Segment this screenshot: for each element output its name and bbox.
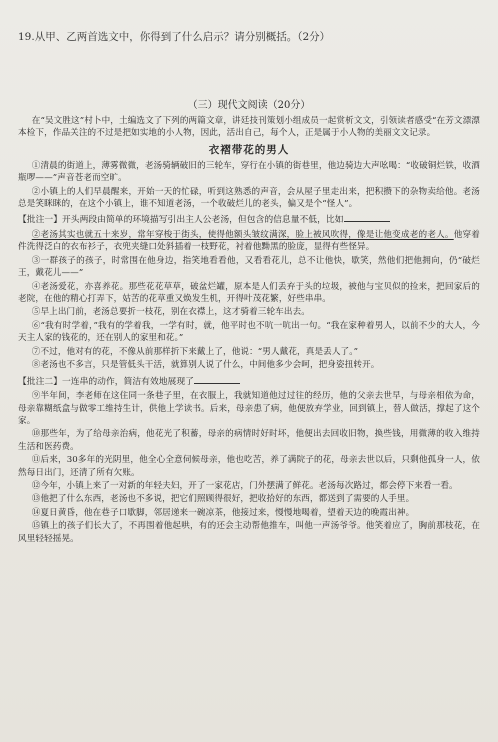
answer-blank-2[interactable] xyxy=(194,374,240,384)
paragraph-5: ④老汤爱花，亦喜养花。那些花花草草，破盆烂罐，原本是人们丢弃于头的垃圾，被他与宝贝似的捡来，把回家后的老院，在他的精心打弄下，姑苦的花草重又焕发生机，开得叶茂花繁，好些串串。 xyxy=(18,281,480,305)
paragraph-15: ⑭夏日黄昏，他在巷子口歇脚，邻居递来一碗凉茶，他接过来，慢慢地喝着，望着天边的晚霞出神。 xyxy=(31,507,415,518)
paragraph-3-rest: 他穿着件洗得泛白的衣布衫子，衣兜夹缝口处斜插着一枝野花，衬着他黝黑的脸庞，显得有些怪异。 xyxy=(18,230,480,253)
annotation-2-text: 【批注二】一连串的动作，简洁有效地展现了 xyxy=(18,376,194,387)
annotation-1-text: 【批注一】开头两段由简单的环境描写引出主人公老汤，但包含的信息量不低，比如 xyxy=(18,215,344,226)
paragraph-6: ⑤早上出门前，老汤总要折一枝花，别在衣襟上，这才骑着三轮车出去。 xyxy=(31,307,310,318)
paragraph-16: ⑮镇上的孩子们长大了，不再围着他起哄，有的还会主动帮他推车，叫他一声汤爷爷。他笑着应了，胸前那枝花，在风里轻轻摇晃。 xyxy=(18,521,480,544)
paragraph-13: ⑫今年，小镇上来了一对新的年轻夫妇，开了一家花店，门外摆满了鲜花。老汤每次路过，都会停下来看一看。 xyxy=(31,480,458,491)
paragraph-4: ③一群孩子的孩子，时常围在他身边，指笑地看看他，又看看花儿，总不让他快，歇笑，然他们把他拥向，仍“破烂王，戴花儿——” xyxy=(18,255,480,279)
paragraph-underlined xyxy=(18,229,480,254)
paragraph-8: ⑦不过，他对有的花，不像从前那样折下来戴上了，他说：“男人戴花，真是丢人了。” xyxy=(31,346,359,357)
paragraph-2: ②小镇上的人们早晨醒来，开始一天的忙碌，听到这熟悉的声音，会从屋子里走出来，把积攒下的杂物卖给他。老汤总是笑眯眯的，在这个小镇上，谁不知道老汤，一个收破烂儿的老头，偏又是个“怪人”。 xyxy=(18,186,480,210)
answer-space xyxy=(18,44,480,96)
question-19: 19.从甲、乙两首选文中，你得到了什么启示？请分别概括。（2分） xyxy=(18,31,331,43)
paragraph-12: ⑪后来，30多年的光阴里，他全心全意伺候母亲，他也吃苦，养了满院子的花，母亲去世以后，只剩他孤身一人，依然每日出门，还清了所有欠账。 xyxy=(18,455,480,478)
paragraph-7: ⑥“我有时学着，”我有的学着我，一学有时，就，他平时也不吭一吭出一句。“我在家种着男人，以前不少的大人，今天主人家的钱花的，还在别人的家里和花。” xyxy=(18,320,480,344)
paragraph-10: ⑨半年间，李老师在这住同一条巷子里，在衣服上，我就知道他过过往的经历，他的父亲去世早，与母亲相依为命，母亲靠糊纸盒与做零工维持生计，供他上学读书。后来，母亲患了病，他便放弃学业，回到镇上，替人做活，撑起了这个家。 xyxy=(18,391,480,426)
paragraph-14: ⑬他把了什么东西，老汤也不多说，把它们照顾得很好，把收拾好的东西，都送到了需要的人手里。 xyxy=(31,494,415,505)
paragraph-1: ①清晨的街道上，薄雾微微，老汤骑辆破旧的三轮车，穿行在小镇的街巷里，他边骑边大声吆喝：“收破铜烂铁，收酒瓶啰——”声音苍老而空旷。 xyxy=(18,160,480,184)
section-title: （三）现代文阅读（20分） xyxy=(187,100,311,111)
annotation-1 xyxy=(18,212,480,227)
answer-blank-1[interactable] xyxy=(344,212,390,222)
intro-paragraph: 在“吴文胜这”村卜中，土编选文了下列的两篇文章，讲廷技刊策划小组成员一起赏析文文，引领读者感受“在芳文漂漂本检下，作品关注的不过是把如实地的小人物，因此，活出自己，每个人，正是属于小人物的美丽文文记录。 xyxy=(18,116,480,139)
paragraph-9: ⑧老汤也不多言，只是管低头干活，就算别人说了什么，中间他多少会呵，把身姿扭转开。 xyxy=(31,360,380,371)
annotation-2 xyxy=(18,374,480,389)
article-title: 衣褶带花的男人 xyxy=(208,143,290,156)
paragraph-11: ⑩那些年，为了给母亲治病，他花光了积蓄，母亲的病情时好时坏，他便出去回收旧物，换些钱，用微薄的收入维持生活和医药费。 xyxy=(18,429,480,452)
underlined-sentence: ②老汤其实也就五十来岁，常年穿梭于街头，使得他额头皱纹满深，脸上被风吹得，像是让他变成老的老人。 xyxy=(31,230,454,241)
